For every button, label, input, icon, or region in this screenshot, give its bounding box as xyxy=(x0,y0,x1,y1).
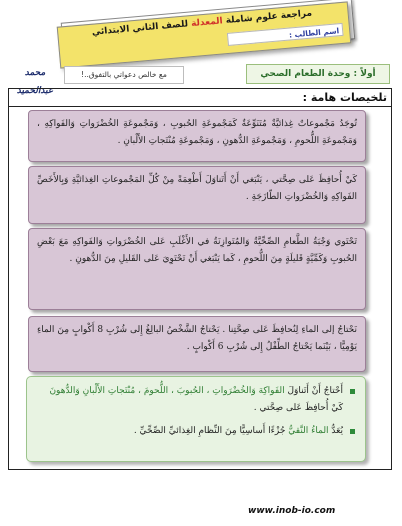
wish-note: مع خالص دعواتي بالتفوق..! xyxy=(64,66,184,84)
key-points-box xyxy=(26,376,366,462)
summary-card: كَيْ أُحافِظَ عَلى صِحَّتي ، يَنْبَغي أَنْ أَتَناوَلَ أَطْعِمَةً مِنْ كُلِّ المَجْموعاتِ الغِذائيَّةِ وَبِالأَخَصِّ الفَواكِهِ وَالخُضْرَواتِ الطّازَجَةِ . xyxy=(28,166,366,224)
teacher-signature: محمد عبدالحميد xyxy=(16,68,54,96)
summary-card: نَحْتاجُ إلى الماءِ لِنُحافِظَ عَلى صِحَّتِنا . يَحْتاجُ الشَّخْصُ البالِغُ إِلى شُرْبِ 8 أَكْوابٍ مِنَ الماءِ يَوْمِيًّا ، بَيْنَما يَحْتاجُ الطِّفْلُ إِلى شُرْبِ 6 أَكْوابٍ . xyxy=(28,316,366,372)
bullet-icon xyxy=(350,429,355,434)
key-point: أَحْتاجُ أَنْ أَتَناوَلَ الفَواكِهَ وَالخُضْرَواتِ ، الحُبوبَ ، اللُّحومَ ، مُنْتَجاتِ الأَلْبانِ وَالدُّهونَ كَيْ أُحافِظَ عَلى صِحَّتي . xyxy=(35,383,343,417)
unit-title: أولاً : وحدة الطعام الصحي xyxy=(246,64,390,84)
section-title: تلخيصات هامة : xyxy=(9,89,391,107)
page-title: مراجعة علوم شاملة المعدلة للصف الثاني الابتدائي xyxy=(91,8,313,38)
title-highlight: المعدلة xyxy=(190,16,224,30)
footer-url[interactable]: www.inob-io.com xyxy=(248,506,336,516)
key-point: يُعَدُّ الماءُ النَّقيُّ جُزْءًا أَساسِيًّا مِنَ النِّظامِ الغِذائيِّ الصِّحِّيِّ . xyxy=(35,423,343,440)
summary-card: تُوجَدُ مَجْموعاتٌ غِذائيَّةٌ مُتَنَوِّعَةٌ كَمَجْموعَةِ الحُبوبِ ، وَمَجْموعَةِ الخُضْرَواتِ وَالفَواكِهِ ، وَمَجْموعَةِ اللُّحومِ ، وَمَجْموعَةِ الدُّهونِ ، وَمَجْموعَةِ مُنْتَجاتِ الأَلْبانِ . xyxy=(28,110,366,162)
highlighted-text: الماءُ النَّقيُّ xyxy=(288,426,329,436)
student-name-field[interactable]: اسم الطالب : xyxy=(227,23,344,46)
highlighted-text: الفَواكِهَ وَالخُضْرَواتِ ، الحُبوبَ ، اللُّحومَ ، مُنْتَجاتِ الأَلْبانِ وَالدُّهونَ xyxy=(49,386,285,396)
bullet-icon xyxy=(350,389,355,394)
summary-card: تَحْتَوي وَجْبَةُ الطَّعامِ الصِّحِّيَّةُ وَالمُتَوازِنَةُ في الأَغْلَبِ عَلى الخُضْرَواتِ وَالفَواكِهِ مَعَ بَعْضِ الحُبوبِ وَكَمِّيَّةٍ قَليلَةٍ مِنَ اللُّحومِ ، كَما يَنْبَغي أَنْ تَحْتَوِيَ عَلى القَليلِ مِنَ الدُّهونِ . xyxy=(28,228,366,310)
